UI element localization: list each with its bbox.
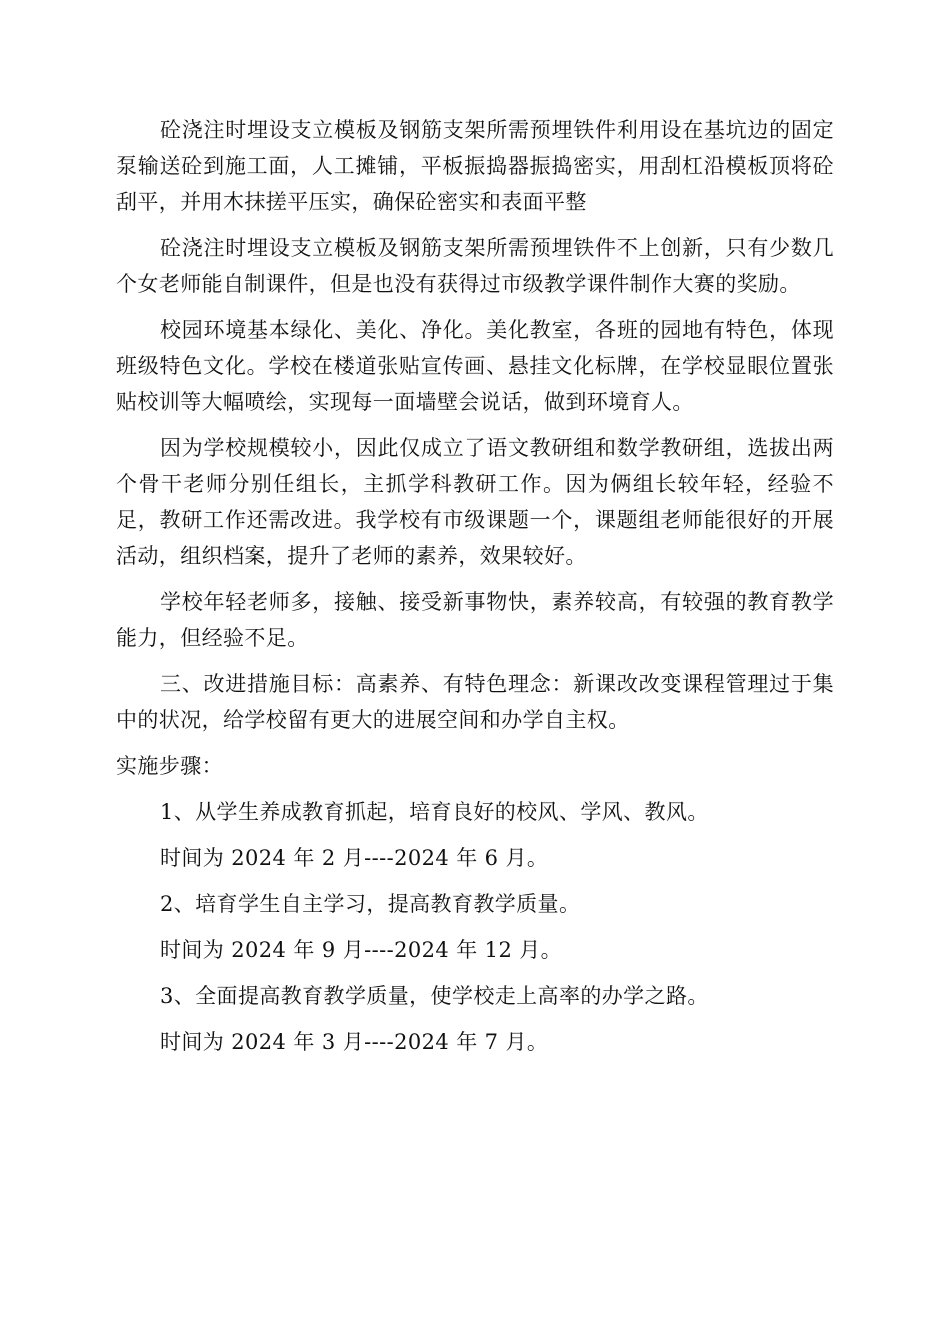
paragraph-young-teachers: 学校年轻老师多，接触、接受新事物快，素养较高，有较强的教育教学能力，但经验不足。: [116, 590, 834, 650]
paragraph-improvement-goals: 三、改进措施目标：高素养、有特色理念：新课改改变课程管理过于集中的状况，给学校留有更大的进展空间和办学自主权。: [116, 672, 834, 732]
steps-label: 实施步骤：: [116, 754, 223, 778]
paragraph-courseware: 砼浇注时埋设支立模板及钢筋支架所需预埋铁件不上创新，只有少数几个女老师能自制课件，但是也没有获得过市级教学课件制作大赛的奖励。: [116, 236, 834, 296]
step-time: 时间为 2024 年 2 月----2024 年 6 月。: [160, 846, 549, 870]
step-time: 时间为 2024 年 3 月----2024 年 7 月。: [160, 1030, 549, 1054]
step-title: 3、全面提高教育教学质量，使学校走上高率的办学之路。: [160, 984, 709, 1008]
paragraph-concrete-pouring: 砼浇注时埋设支立模板及钢筋支架所需预埋铁件利用设在基坑边的固定泵输送砼到施工面，人工摊铺，平板振捣器振捣密实，用刮杠沿模板顶将砼刮平，并用木抹搓平压实，确保砼密实和表面平整: [116, 118, 834, 214]
step-time: 时间为 2024 年 9 月----2024 年 12 月。: [160, 938, 563, 962]
document-page: [116, 112, 834, 1060]
paragraph-campus-environment: 校园环境基本绿化、美化、净化。美化教室，各班的园地有特色，体现班级特色文化。学校在楼道张贴宣传画、悬挂文化标牌，在学校显眼位置张贴校训等大幅喷绘，实现每一面墙壁会说话，做到环境育人。: [116, 318, 834, 414]
paragraph-teaching-research: 因为学校规模较小，因此仅成立了语文教研组和数学教研组，选拔出两个骨干老师分别任组长，主抓学科教研工作。因为俩组长较年轻，经验不足，教研工作还需改进。我学校有市级课题一个，课题组老师能很好的开展活动，组织档案，提升了老师的素养，效果较好。: [116, 436, 834, 568]
step-title: 2、培育学生自主学习，提高教育教学质量。: [160, 892, 581, 916]
step-title: 1、从学生养成教育抓起，培育良好的校风、学风、教风。: [160, 800, 709, 824]
